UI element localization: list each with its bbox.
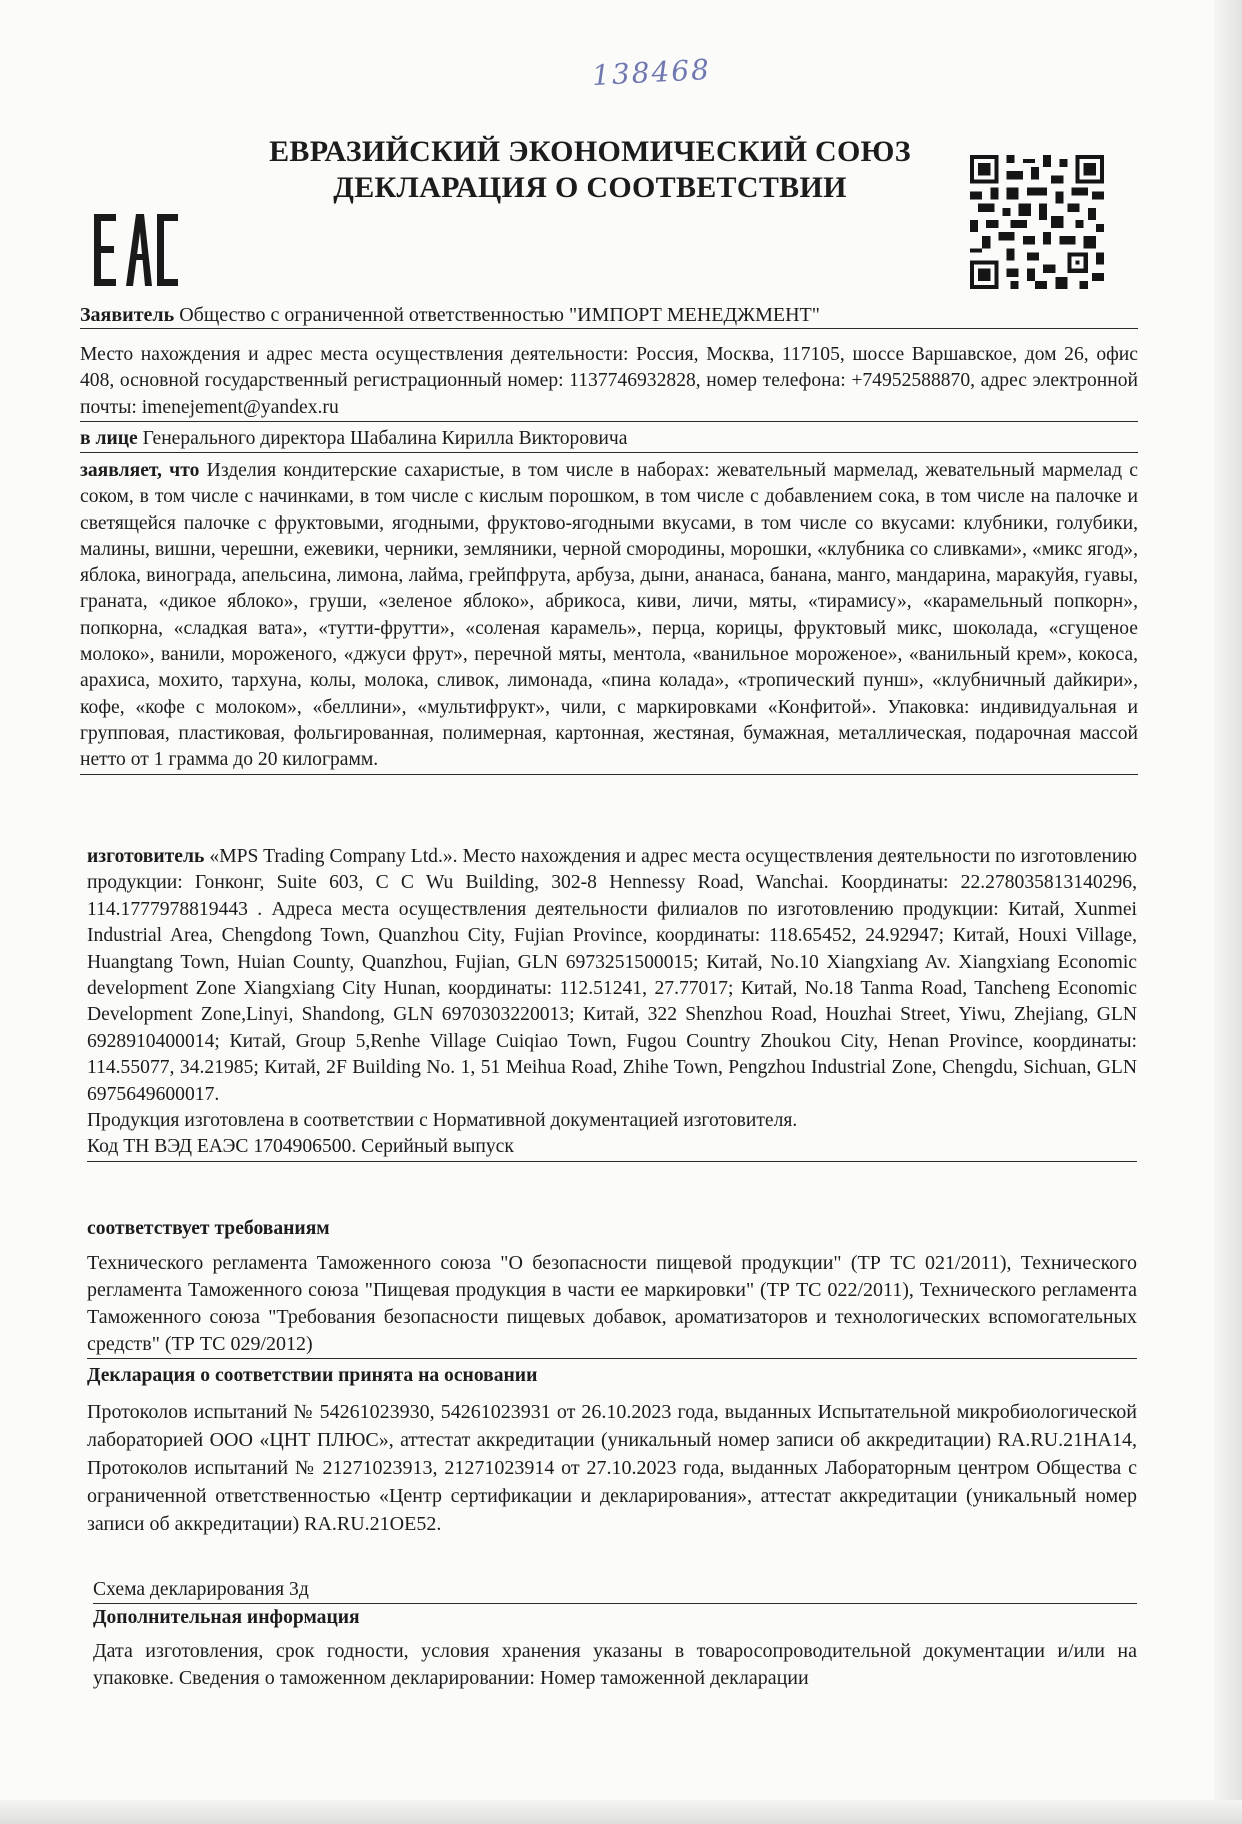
document-title: ДЕКЛАРАЦИЯ О СООТВЕТСТВИИ (333, 171, 847, 204)
applicant-address: Место нахождения и адрес места осуществления деятельности: Россия, Москва, 117105, шоссе Варшавское, дом 26, офис 408, основной государственный регистрационный номер: 1137746932828, номер телефона: +74952588870, адрес электронной почты: imenejement@yandex.ru (80, 342, 1138, 422)
declaration-label: заявляет, что (80, 460, 200, 481)
additional-heading: Дополнительная информация (93, 1607, 360, 1628)
manufacturer-label: изготовитель (87, 846, 205, 867)
manufacturer-section (87, 844, 1137, 1162)
conformity-label (87, 1216, 1137, 1242)
additional-label (93, 1605, 1137, 1631)
eac-mark-icon (92, 210, 180, 290)
declaration-value: Изделия кондитерские сахаристые, в том числе в наборах: жевательный мармелад, жевательный мармелад с соком, в том числе с начинками, в том числе с кислым порошком, в том числе с добавлением сока, в том числе на палочке и светящейся палочке с фруктовыми, ягодными, фруктово-ягодными вкусами, в том числе со вкусами: клубники, голубики, малины, вишни, черешни, ежевики, черники, земляники, черной смородины, морошки, «клубника со сливками», «микс ягод», яблока, винограда, апельсина, лимона, лайма, грейпфрута, арбуза, дыни, ананаса, банана, манго, мандарина, маракуйя, гуавы, граната, «дикое яблоко», груши, «зеленое яблоко», абрикоса, киви, личи, мяты, «тирамису», «карамельный попкорн», попкорна, «сладкая вата», «тутти-фрутти», «соленая карамель», перца, корицы, фруктовый микс, шоколада, «сгущеное молоко», ванили, мороженого, «джуси фрут», перечной мяты, ментола, «ванильное мороженое», «ванильный крем», кокоса, арахиса, мохито, тархуна, колы, молока, сливок, лимонада, «пина колада», «тропический пунш», «клубничный дайкири», кофе, «кофе с молоком», «беллини», «мультифрукт», чили, с маркировками «Конфитой». Упаковка: индивидуальная и групповая, пластиковая, фольгированная, полимерная, картонная, жестяная, бумажная, металлическая, подарочная массой нетто от 1 грамма до 20 килограмм. (80, 460, 1139, 771)
manufacturer-value: «MPS Trading Company Ltd.». Место нахождения и адрес места осуществления деятельности по изготовлению продукции: Гонконг, Suite 603, C C Wu Building, 302-8 Hennessy Road, Wanchai. Координаты: 22.278035813140296, 114.1777978819443 . Адреса места осуществления деятельности филиалов по изготовлению продукции: Китай, Xunmei Industrial Area, Chengdong Town, Quanzhou City, Fujian Province, координаты: 118.65452, 24.92947; Китай, Houxi Village, Huangtang Town, Huian County, Quanzhou, Fujian, GLN 6973251500015; Китай, No.10 Xiangxiang Av. Xiangxiang Economic development Zone Xiangxiang City Hunan, координаты: 112.51241, 27.77017; Китай, No.18 Tanma Road, Tancheng Economic Development Zone,Linyi, Shandong, GLN 6970303220013; Китай, 322 Shenzhou Road, Houzhai Street, Yiwu, Zhejiang, GLN 6928910400014; Китай, Group 5,Renhe Village Cuiqiao Town, Fugou Country Zhoukou City, Henan Province, координаты: 114.55077, 34.21985; Китай, 2F Building No. 1, 51 Meihua Road, Zhihe Town, Pengzhou Industrial Zone, Chengdu, Sichuan, GLN 6975649600017. (87, 846, 1137, 1105)
qr-code-icon (970, 155, 1104, 289)
union-title: ЕВРАЗИЙСКИЙ ЭКОНОМИЧЕСКИЙ СОЮЗ (269, 135, 911, 168)
declaration-section (80, 458, 1138, 775)
manufacturer-text (87, 844, 1137, 1108)
applicant-value: Общество с ограниченной ответственностью "ИМПОРТ МЕНЕДЖМЕНТ" (179, 304, 820, 326)
representative-label: в лице (80, 428, 138, 449)
representative-line (80, 426, 1138, 453)
handwritten-number: 138468 (591, 52, 712, 93)
normative-line: Продукция изготовлена в соответствии с Нормативной документацией изготовителя. (87, 1110, 798, 1132)
applicant-line (80, 302, 1138, 329)
hs-code-line: Код ТН ВЭД ЕАЭС 1704906500. Серийный выпуск (87, 1134, 1137, 1161)
conformity-heading: соответствует требованиям (87, 1218, 330, 1239)
basis-heading: Декларация о соответствии принята на основании (87, 1365, 538, 1386)
applicant-label: Заявитель (80, 304, 175, 326)
conformity-value: Технического регламента Таможенного союза "О безопасности пищевой продукции" (ТР ТС 021/2011), Технического регламента Таможенного союза "Пищевая продукция в части ее маркировки" (ТР ТС 022/2011), Технического регламента Таможенного союза "Требования безопасности пищевых добавок, ароматизаторов и технологических вспомогательных средств" (ТР ТС 029/2012) (87, 1250, 1137, 1359)
basis-label (87, 1363, 1137, 1389)
representative-value: Генерального директора Шабалина Кирилла Викторовича (142, 428, 628, 449)
scan-edge-right (1214, 0, 1242, 1824)
additional-value: Дата изготовления, срок годности, условия хранения указаны в товаросопроводительной документации и/или на упаковке. Сведения о таможенном декларировании: Номер таможенной декларации (93, 1640, 1137, 1689)
basis-value: Протоколов испытаний № 54261023930, 54261023931 от 26.10.2023 года, выданных Испытательной микробиологической лабораторией ООО «ЦНТ ПЛЮС», аттестат аккредитации (уникальный номер записи об аккредитации) RA.RU.21НА14, Протоколов испытаний № 21271023913, 21271023914 от 27.10.2023 года, выданных Лабораторным центром Общества с ограниченной ответственностью «Центр сертификации и декларирования», аттестат аккредитации (уникальный номер записи об аккредитации) RA.RU.21ОЕ52. (87, 1401, 1137, 1535)
scheme-line: Схема декларирования 3д (93, 1577, 1137, 1604)
scan-edge-bottom (0, 1800, 1242, 1824)
